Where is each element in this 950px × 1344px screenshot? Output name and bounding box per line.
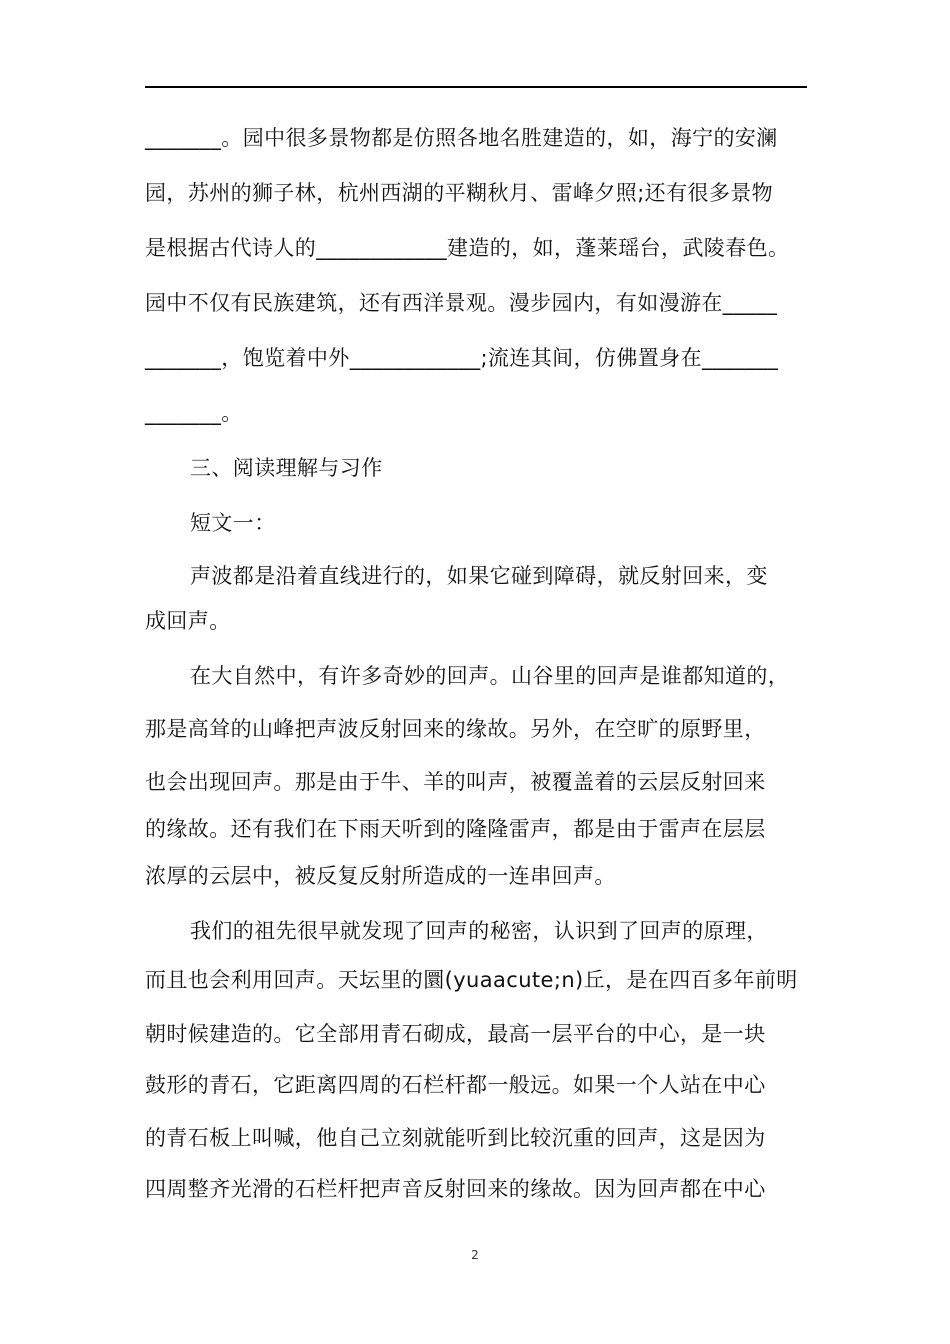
page-number: 2 [471, 1248, 479, 1262]
text-line: 也会出现回声。那是由于牛、羊的叫声，被覆盖着的云层反射回来 [145, 770, 766, 794]
text-line: _______。 [145, 401, 243, 425]
section-heading: 三、阅读理解与习作 [190, 456, 383, 480]
text-line: 声波都是沿着直线进行的，如果它碰到障碍，就反射回来，变 [190, 564, 768, 588]
text-line: 园中不仅有民族建筑，还有西洋景观。漫步园内，有如漫游在_____ [145, 291, 778, 315]
top-rule [145, 86, 807, 88]
text-line: 那是高耸的山峰把声波反射回来的缘故。另外，在空旷的原野里， [145, 717, 766, 741]
text-line: _______。园中很多景物都是仿照各地名胜建造的，如，海宁的安澜 [145, 126, 778, 150]
text-line: 在大自然中，有许多奇妙的回声。山谷里的回声是谁都知道的， [190, 664, 790, 688]
text-line: 而且也会利用回声。天坛里的圜(yuaacute;n)丘，是在四百多年前明 [145, 968, 798, 992]
text-line: 的青石板上叫喊，他自己立刻就能听到比较沉重的回声，这是因为 [145, 1126, 766, 1150]
text-line: 浓厚的云层中，被反复反射所造成的一连串回声。 [145, 864, 616, 888]
text-line: 四周整齐光滑的石栏杆把声音反射回来的缘故。因为回声都在中心 [145, 1177, 766, 1201]
text-line: 是根据古代诗人的____________建造的，如，蓬莱瑶台，武陵春色。 [145, 236, 790, 260]
text-line: _______，饱览着中外____________;流连其间，仿佛置身在_______ [145, 346, 779, 370]
text-line: 朝时候建造的。它全部用青石砌成，最高一层平台的中心，是一块 [145, 1022, 766, 1046]
text-line: 成回声。 [145, 609, 231, 633]
passage-title: 短文一： [190, 511, 276, 535]
text-line: 我们的祖先很早就发现了回声的秘密，认识到了回声的原理， [190, 919, 768, 943]
text-line: 的缘故。还有我们在下雨天听到的隆隆雷声，都是由于雷声在层层 [145, 817, 766, 841]
text-line: 园，苏州的狮子林，杭州西湖的平糊秋月、雷峰夕照;还有很多景物 [145, 181, 774, 205]
text-line: 鼓形的青石，它距离四周的石栏杆都一般远。如果一个人站在中心 [145, 1073, 766, 1097]
